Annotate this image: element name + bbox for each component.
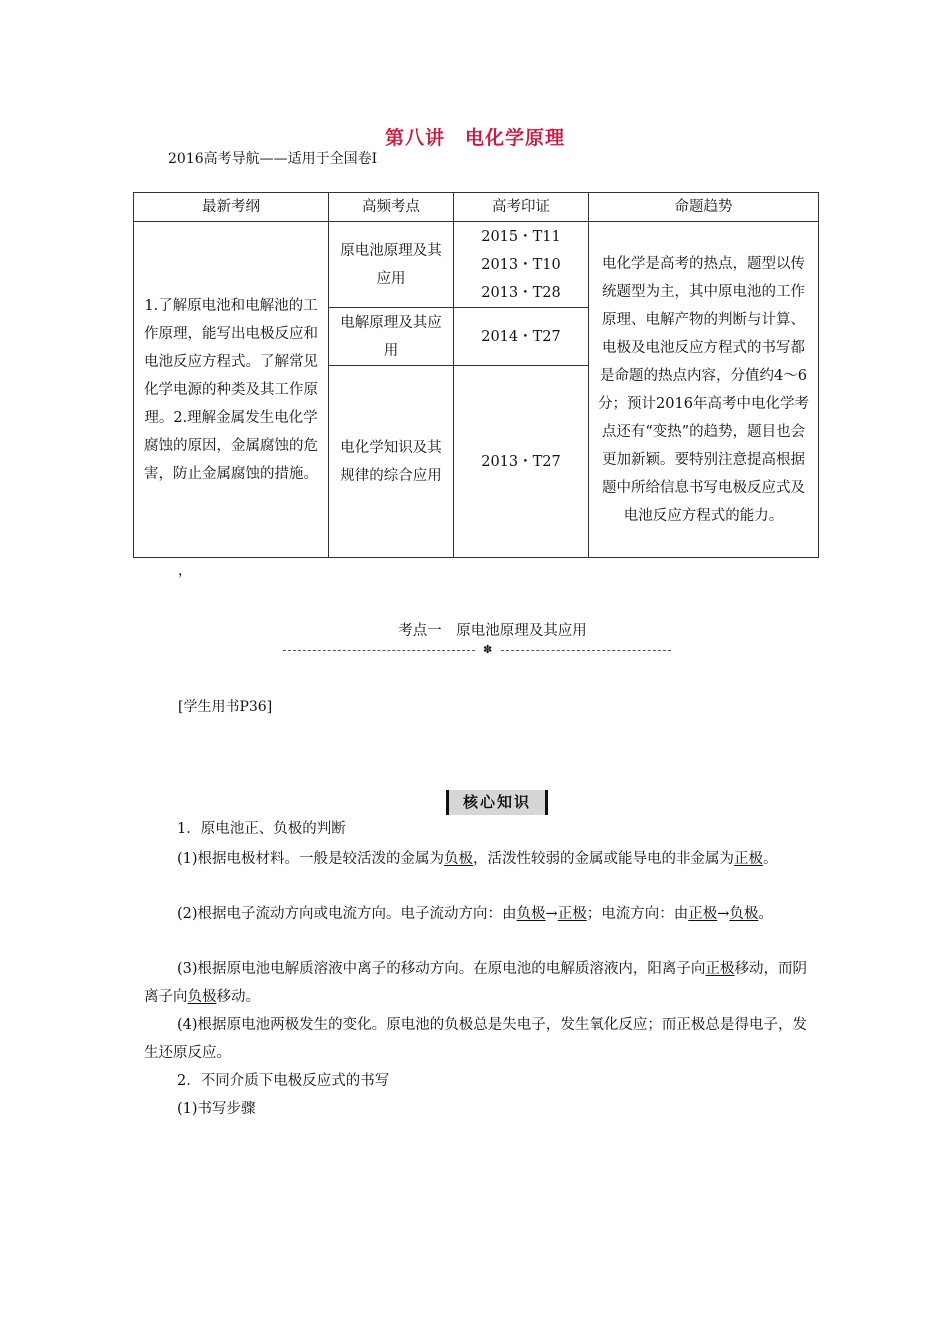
arrow-icon: → — [717, 906, 730, 922]
evidence-item: 2013・T10 — [481, 256, 561, 273]
page-subtitle: 2016高考导航——适用于全国卷Ⅰ — [168, 151, 378, 167]
evidence-item: 2014・T27 — [481, 328, 561, 345]
evidence-item: 2013・T28 — [481, 284, 561, 301]
topic-cell: 电解原理及其应用 — [329, 308, 454, 366]
evidence-cell — [454, 222, 589, 308]
flower-icon: ✽ — [483, 643, 493, 656]
topic-cell: 电化学知识及其规律的综合应用 — [329, 366, 454, 558]
paragraph-4: (4)根据原电池两极发生的变化。原电池的负极总是失电子，发生氧化反应；而正极总是得电子，发生还原反应。 — [144, 1017, 807, 1061]
exam-outline-table — [133, 192, 819, 558]
header-topic: 高频考点 — [329, 193, 454, 222]
evidence-item: 2013・T27 — [481, 453, 561, 470]
answer-blank: 正极 — [557, 906, 587, 922]
section-divider — [283, 643, 671, 657]
answer-blank: 负极 — [729, 906, 759, 922]
answer-blank: 正极 — [705, 961, 735, 977]
core-knowledge-label: 核心知识 — [446, 790, 548, 815]
heading-1: 1．原电池正、负极的判断 — [177, 821, 346, 837]
divider-line-right — [501, 650, 671, 651]
page-title: 第八讲 电化学原理 — [384, 127, 565, 149]
paragraph-1: (1)根据电极材料。一般是较活泼的金属为负极，活泼性较弱的金属或能导电的非金属为正极。 — [177, 851, 778, 867]
trend-cell: 电化学是高考的热点，题型以传统题型为主，其中原电池的工作原理、电解产物的判断与计算、电极及电池反应方程式的书写都是命题的热点内容，分值约4～6分；预计2016年高考中电化学考点还有“变热”的趋势，题目也会更加新颖。要特别注意提高根据题中所给信息书写电极反应式及电池反应方程式的能力。 — [589, 222, 819, 558]
answer-blank: 正极 — [688, 906, 718, 922]
divider-line-left — [283, 650, 475, 651]
evidence-cell — [454, 366, 589, 558]
paragraph-3: (3)根据原电池电解质溶液中离子的移动方向。在原电池的电解质溶液内，阳离子向正极移动，而阴离子向负极移动。 — [144, 961, 808, 1005]
evidence-item: 2015・T11 — [481, 228, 561, 245]
header-trend: 命题趋势 — [589, 193, 819, 222]
answer-blank: 负极 — [444, 851, 474, 867]
header-evidence: 高考印证 — [454, 193, 589, 222]
book-reference: [学生用书P36] — [178, 699, 273, 715]
arrow-icon: → — [545, 906, 558, 922]
answer-blank: 负极 — [516, 906, 546, 922]
answer-blank: 负极 — [187, 989, 217, 1005]
paragraph-5: (1)书写步骤 — [177, 1101, 256, 1117]
section-title: 考点一 原电池原理及其应用 — [398, 623, 587, 639]
evidence-cell — [454, 308, 589, 366]
paragraph-2: (2)根据电子流动方向或电流方向。电子流动方向：由负极→正极；电流方向：由正极→负极。 — [177, 906, 773, 922]
header-outline: 最新考纲 — [134, 193, 329, 222]
topic-cell: 原电池原理及其应用 — [329, 222, 454, 308]
outline-cell: 1.了解原电池和电解池的工作原理，能写出电极反应和电池反应方程式。了解常见化学电源的种类及其工作原理。2.理解金属发生电化学腐蚀的原因，金属腐蚀的危害，防止金属腐蚀的措施。 — [134, 222, 329, 558]
heading-2: 2．不同介质下电极反应式的书写 — [177, 1073, 390, 1089]
answer-blank: 正极 — [734, 851, 764, 867]
stray-comma: ， — [178, 563, 192, 579]
